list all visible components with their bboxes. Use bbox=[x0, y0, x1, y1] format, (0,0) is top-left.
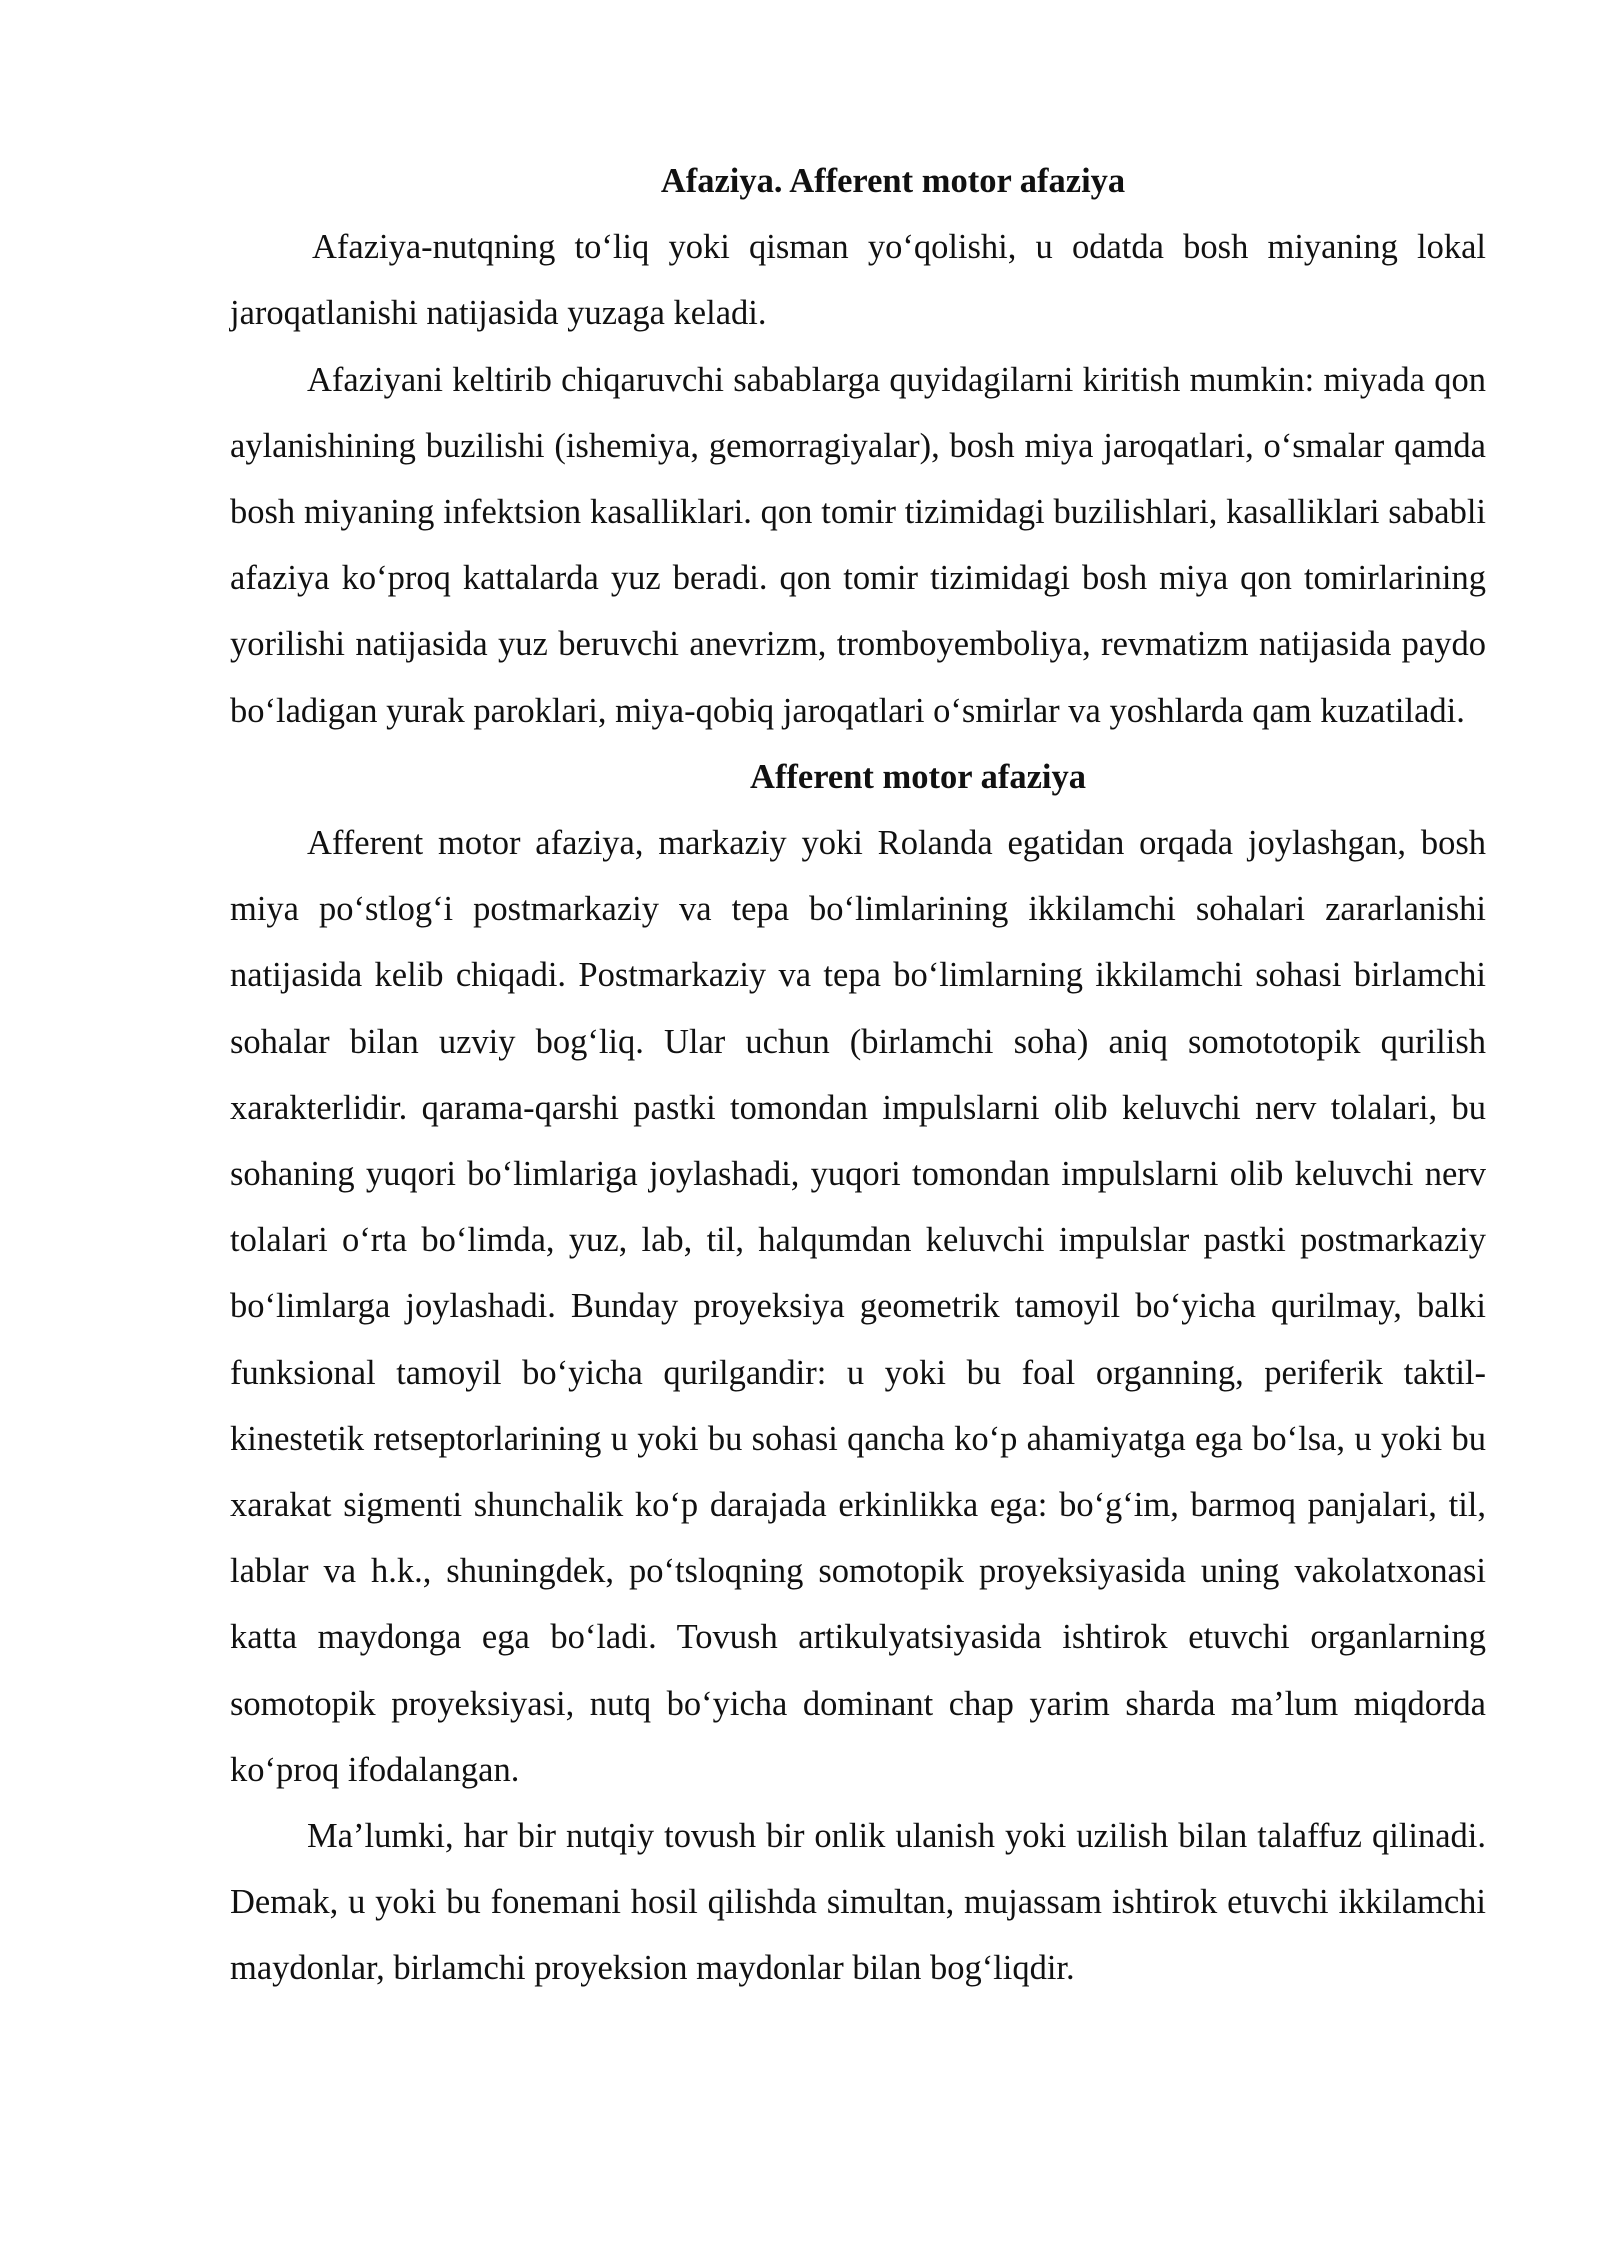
paragraph-causes: Afaziyani keltirib chiqaruvchi sabablarga quyidagilarni kiritish mumkin: miyada qon aylanishining buzilishi (ishemiya, gemorragiyalar), bosh miya jaroqatlari, o‘smalar qamda bosh miyaning infektsion kasalliklari. qon tomir tizimidagi buzilishlari, kasalliklari sababli afaziya ko‘proq kattalarda yuz beradi. qon tomir tizimidagi bosh miya qon tomirlarining yorilishi natijasida yuz beruvchi anevrizm, tromboyemboliya, revmatizm natijasida paydo bo‘ladigan yurak paroklari, miya-qobiq jaroqatlari o‘smirlar va yoshlarda qam kuzatiladi. bbox=[230, 360, 1486, 730]
paragraph-afferent-description: Afferent motor afaziya, markaziy yoki Rolanda egatidan orqada joylashgan, bosh miya po‘stlog‘i postmarkaziy va tepa bo‘limlarining ikkilamchi sohalari zararlanishi natijasida kelib chiqadi. Postmarkaziy va tepa bo‘limlarning ikkilamchi sohasi birlamchi sohalar bilan uzviy bog‘liq. Ular uchun (birlamchi soha) aniq somototopik qurilish xarakterlidir. qarama-qarshi pastki tomondan impulslarni olib keluvchi nerv tolalari, bu sohaning yuqori bo‘limlariga joylashadi, yuqori tomondan impulslarni olib keluvchi nerv tolalari o‘rta bo‘limda, yuz, lab, til, halqumdan keluvchi impulslar pastki postmarkaziy bo‘limlarga joylashadi. Bunday proyeksiya geometrik tamoyil bo‘yicha qurilmay, balki funksional tamoyil bo‘yicha qurilgandir: u yoki bu foal organning, periferik taktil-kinestetik retseptorlarining u yoki bu sohasi qancha ko‘p ahamiyatga ega bo‘lsa, u yoki bu xarakat sigmenti shunchalik ko‘p darajada erkinlikka ega: bo‘g‘im, barmoq panjalari, til, lablar va h.k., shuningdek, po‘tsloqning somotopik proyeksiyasida uning vakolatxonasi katta maydonga ega bo‘ladi. Tovush artikulyatsiyasida ishtirok etuvchi organlarning somotopik proyeksiyasi, nutq bo‘yicha dominant chap yarim sharda ma’lum miqdorda ko‘proq ifodalangan. bbox=[230, 824, 1486, 1789]
section-heading: Afferent motor afaziya bbox=[750, 757, 1086, 796]
paragraph-definition: Afaziya-nutqning to‘liq yoki qisman yo‘qolishi, u odatda bosh miyaning lokal jaroqatlanishi natijasida yuzaga keladi. bbox=[230, 228, 1486, 333]
page-title: Afaziya. Afferent motor afaziya bbox=[660, 162, 1126, 200]
paragraph-speech-sounds: Ma’lumki, har bir nutqiy tovush bir onlik ulanish yoki uzilish bilan talaffuz qilinadi. Demak, u yoki bu fonemani hosil qilishda simultan, mujassam ishtirok etuvchi ikkilamchi maydonlar, birlamchi proyeksion maydonlar bilan bog‘liqdir. bbox=[230, 1817, 1486, 1988]
document-body bbox=[230, 148, 1486, 2002]
